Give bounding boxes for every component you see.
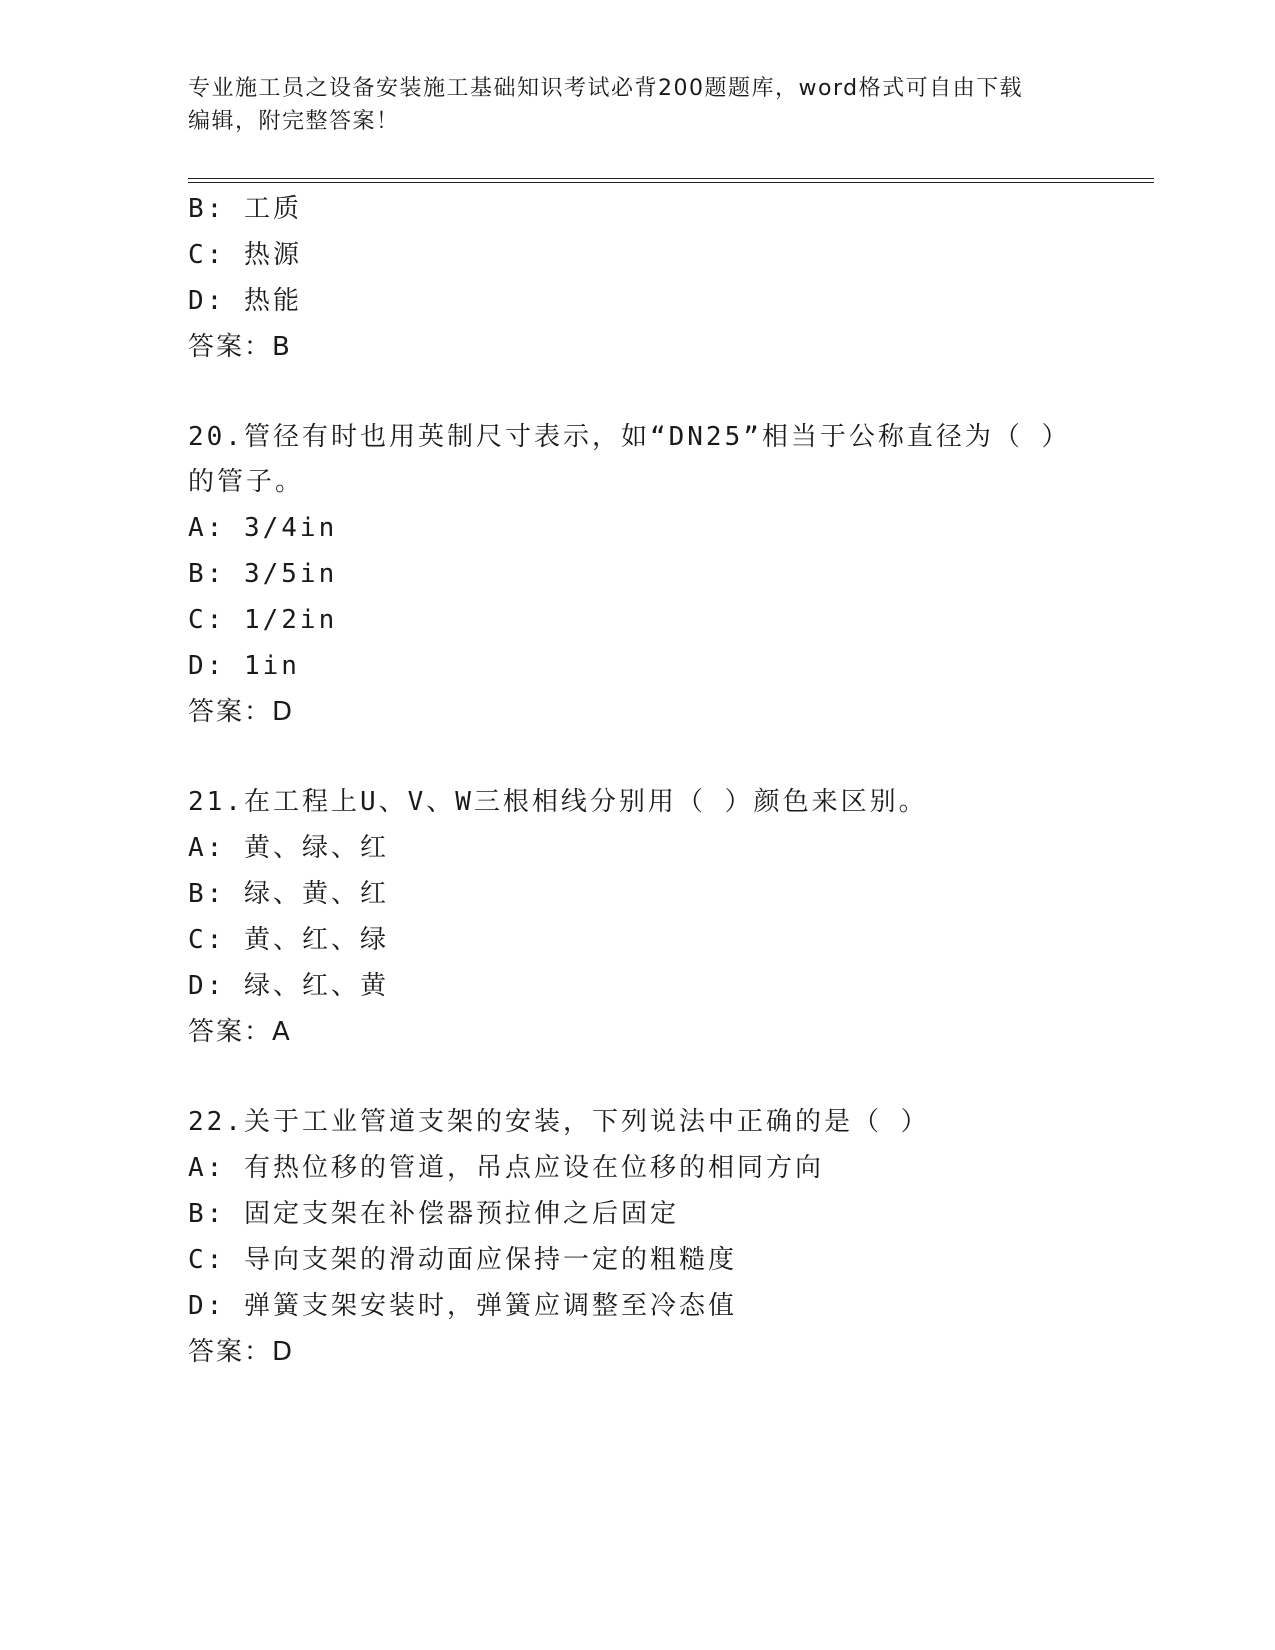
answer-label: 答案：D [188,1337,295,1367]
header-title-line-1: 专业施工员之设备安装施工基础知识考试必背200题题库，word格式可自由下载 [188,76,1024,101]
option-b: B: 固定支架在补偿器预拉伸之后固定 [188,1199,679,1229]
answer-label: 答案：D [188,697,295,727]
spacer [188,735,1128,780]
option-b: B: 绿、黄、红 [188,879,389,909]
spacer [188,370,1128,415]
question-list [188,186,1128,1375]
answer-label: 答案：B [188,332,292,362]
option-d: D: 弹簧支架安装时，弹簧应调整至冷态值 [188,1291,737,1321]
question-stem-line-2: 的管子。 [188,467,305,497]
spacer [188,1055,1128,1100]
question-stem-line-1: 21.在工程上U、V、W三根相线分别用（ ）颜色来区别。 [188,787,928,817]
header-divider [188,178,1154,183]
option-d: D: 1in [188,651,300,681]
option-d: D: 绿、红、黄 [188,971,389,1001]
question-stem-line-1: 20.管径有时也用英制尺寸表示，如“DN25”相当于公称直径为（ ） [188,422,1071,452]
option-c: C: 导向支架的滑动面应保持一定的粗糙度 [188,1245,737,1275]
question-21 [188,780,1128,1055]
option-a: A: 3/4in [188,513,338,543]
option-b: B: 工质 [188,194,302,224]
option-a: A: 有热位移的管道，吊点应设在位移的相同方向 [188,1153,824,1183]
option-c: C: 热源 [188,240,302,270]
question-20 [188,415,1128,735]
option-b: B: 3/5in [188,559,338,589]
header-title-line-2: 编辑，附完整答案！ [188,109,400,134]
previous-question [188,186,1128,370]
answer-label: 答案：A [188,1017,292,1047]
question-22 [188,1100,1128,1375]
question-stem-line-1: 22.关于工业管道支架的安装，下列说法中正确的是（ ） [188,1107,930,1137]
option-a: A: 黄、绿、红 [188,833,389,863]
document-header [188,72,1088,138]
option-c: C: 黄、红、绿 [188,925,389,955]
option-c: C: 1/2in [188,605,338,635]
option-d: D: 热能 [188,286,302,316]
